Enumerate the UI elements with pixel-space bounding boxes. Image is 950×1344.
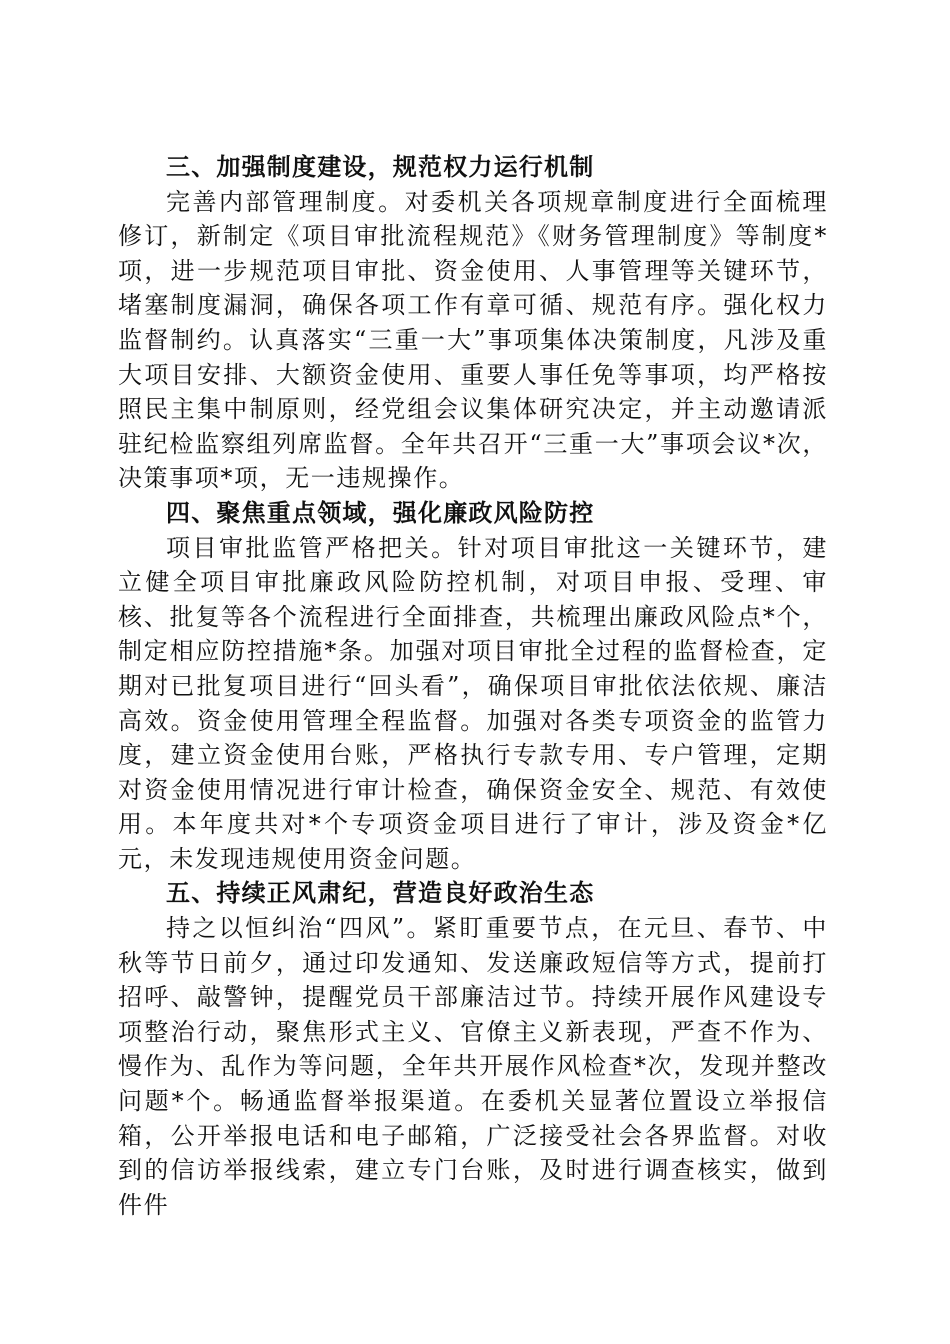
document-body: [118, 150, 828, 1222]
section-5-heading: 五、持续正风肃纪，营造良好政治生态: [166, 879, 595, 908]
section-3-paragraph: 完善内部管理制度。对委机关各项规章制度进行全面梳理修订，新制定《项目审批流程规范》《财务管理制度》等制度*项，进一步规范项目审批、资金使用、人事管理等关键环节，堵塞制度漏洞，确保各项工作有章可循、规范有序。强化权力监督制约。认真落实“三重一大”事项集体决策制度，凡涉及重大项目安排、大额资金使用、重要人事任免等事项，均严格按照民主集中制原则，经党组会议集体研究决定，并主动邀请派驻纪检监察组列席监督。全年共召开“三重一大”事项会议*次，决策事项*项，无一违规操作。: [118, 187, 828, 493]
section-4-heading: 四、聚焦重点领域，强化廉政风险防控: [166, 498, 595, 527]
section-5-paragraph: 持之以恒纠治“四风”。紧盯重要节点，在元旦、春节、中秋等节日前夕，通过印发通知、发送廉政短信等方式，提前打招呼、敲警钟，提醒党员干部廉洁过节。持续开展作风建设专项整治行动，聚焦形式主义、官僚主义新表现，严查不作为、慢作为、乱作为等问题，全年共开展作风检查*次，发现并整改问题*个。畅通监督举报渠道。在委机关显著位置设立举报信箱，公开举报电话和电子邮箱，广泛接受社会各界监督。对收到的信访举报线索，建立专门台账，及时进行调查核实，做到件件: [118, 914, 828, 1219]
section-4-paragraph: 项目审批监管严格把关。针对项目审批这一关键环节，建立健全项目审批廉政风险防控机制，对项目申报、受理、审核、批复等各个流程进行全面排查，共梳理出廉政风险点*个，制定相应防控措施*条。加强对项目审批全过程的监督检查，定期对已批复项目进行“回头看”，确保项目审批依法依规、廉洁高效。资金使用管理全程监督。加强对各类专项资金的监管力度，建立资金使用台账，严格执行专款专用、专户管理，定期对资金使用情况进行审计检查，确保资金安全、规范、有效使用。本年度共对*个专项资金项目进行了审计，涉及资金*亿元，未发现违规使用资金问题。: [118, 533, 828, 873]
section-3-heading: 三、加强制度建设，规范权力运行机制: [166, 153, 595, 181]
